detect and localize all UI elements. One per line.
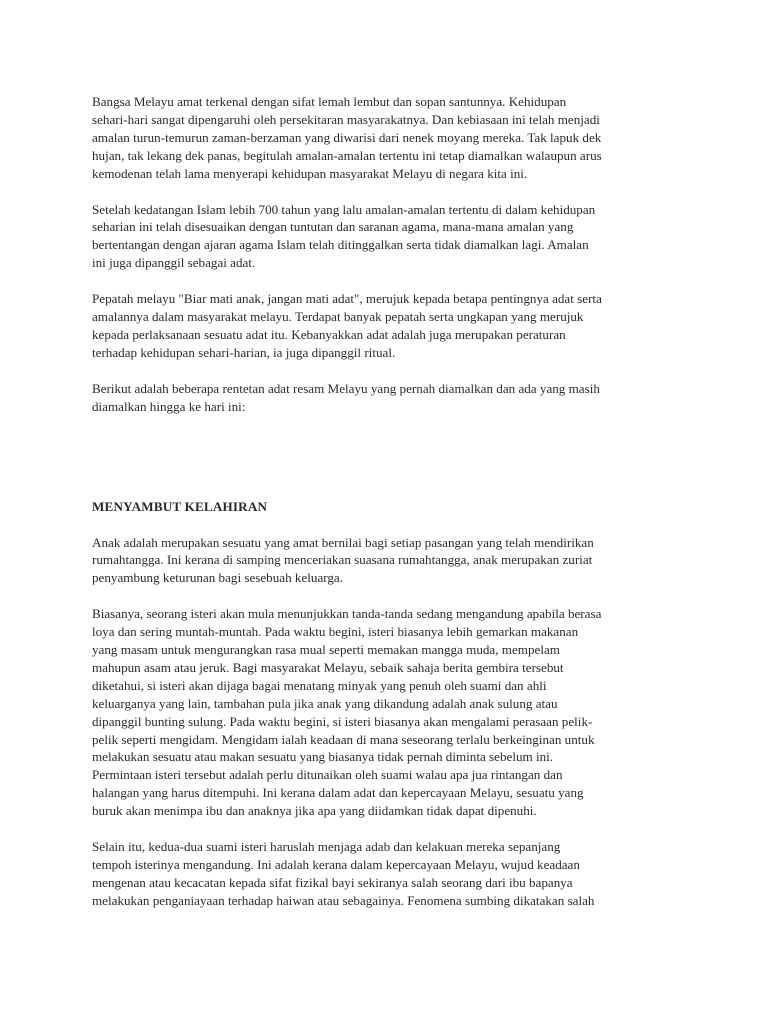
text-line: amalan turun-temurun zaman-berzaman yang diwarisi dari nenek moyang mereka. Tak lapuk dek (92, 129, 602, 145)
text-line: Setelah kedatangan Islam lebih 700 tahun yang lalu amalan-amalan tertentu di dalam kehidupan (92, 201, 596, 217)
text-line: Bangsa Melayu amat terkenal dengan sifat lemah lembut dan sopan santunnya. Kehidupan (92, 94, 567, 109)
paragraph-intro-4 (92, 380, 692, 416)
text-line: Selain itu, kedua-dua suami isteri haruslah menjaga adab dan kelakuan mereka sepanjang (92, 839, 561, 855)
document-page (92, 93, 692, 910)
paragraph-spacer (92, 587, 692, 605)
paragraph-intro-1 (92, 93, 692, 183)
text-line: yang masam untuk mengurangkan rasa mual seperti memakan mangga muda, mempelam (92, 642, 560, 658)
text-line: Biasanya, seorang isteri akan mula menunjukkan tanda-tanda sedang mengandung apabila berasa (92, 606, 602, 622)
text-line: kepada perlaksanaan sesuatu adat itu. Kebanyakkan adat adalah juga merupakan peraturan (92, 326, 566, 342)
paragraph-spacer (92, 183, 692, 201)
text-line: rumahtangga. Ini kerana di samping menceriakan suasana rumahtangga, anak merupakan zuriat (92, 552, 593, 568)
paragraph-section-2 (92, 605, 692, 820)
paragraph-spacer (92, 362, 692, 380)
paragraph-section-1 (92, 534, 692, 588)
paragraph-intro-2 (92, 201, 692, 273)
text-line: Pepatah melayu "Biar mati anak, jangan mati adat", merujuk kepada betapa pentingnya adat serta (92, 291, 602, 307)
text-line: buruk akan menimpa ibu dan anaknya jika apa yang diidamkan tidak dapat dipenuhi. (92, 803, 537, 819)
text-line: pelik seperti mengidam. Mengidam ialah keadaan di mana seseorang terlalu berkeinginan untuk (92, 731, 595, 747)
text-line: loya dan sering muntah-muntah. Pada waktu begini, isteri biasanya lebih gemarkan makanan (92, 624, 579, 640)
text-line: melakukan penganiayaan terhadap haiwan atau sebagainya. Fenomena sumbing dikatakan salah (92, 892, 595, 908)
text-line: hujan, tak lekang dek panas, begitulah amalan-amalan tertentu ini tetap diamalkan walaupun arus (92, 147, 602, 163)
paragraph-spacer (92, 516, 692, 534)
text-line: terhadap kehidupan sehari-harian, ia juga dipanggil ritual. (92, 344, 396, 360)
text-line: kemodenan telah lama menyerapi kehidupan masyarakat Melayu di negara kita ini. (92, 165, 528, 181)
section-spacer (92, 416, 692, 498)
text-line: melakukan sesuatu atau makan sesuatu yang biasanya tidak pernah diminta sebelum ini. (92, 749, 554, 765)
text-line: Permintaan isteri tersebut adalah perlu ditunaikan oleh suami walau apa jua rintangan dan (92, 767, 563, 783)
paragraph-spacer (92, 820, 692, 838)
text-line: amalannya dalam masyarakat melayu. Terdapat banyak pepatah serta ungkapan yang merujuk (92, 309, 584, 325)
paragraph-section-3 (92, 838, 692, 910)
text-line: Anak adalah merupakan sesuatu yang amat bernilai bagi setiap pasangan yang telah mendirikan (92, 534, 594, 550)
text-line: seharian ini telah disesuaikan dengan tuntutan dan saranan agama, mana-mana amalan yang (92, 219, 574, 235)
paragraph-spacer (92, 272, 692, 290)
text-line: ini juga dipanggil sebagai adat. (92, 255, 256, 271)
text-line: mahupun asam atau jeruk. Bagi masyarakat Melayu, sebaik sahaja berita gembira tersebut (92, 659, 564, 675)
text-line: halangan yang harus ditempuhi. Ini kerana dalam adat dan kepercayaan Melayu, sesuatu yang (92, 785, 584, 801)
text-line: keluarganya yang lain, tambahan pula jika anak yang dikandung adalah anak sulung atau (92, 695, 558, 711)
text-line: bertentangan dengan ajaran agama Islam telah ditinggalkan serta tidak diamalkan lagi. Amalan (92, 237, 589, 253)
section-heading: MENYAMBUT KELAHIRAN (92, 498, 268, 514)
text-line: penyambung keturunan bagi sesebuah keluarga. (92, 570, 344, 586)
text-line: diketahui, si isteri akan dijaga bagai menatang minyak yang penuh oleh suami dan ahli (92, 677, 547, 693)
text-line: sehari-hari sangat dipengaruhi oleh persekitaran masyarakatnya. Dan kebiasaan ini telah menjadi (92, 111, 600, 127)
text-line: dipanggil bunting sulung. Pada waktu begini, si isteri biasanya akan mengalami perasaan pelik- (92, 713, 593, 729)
text-line: tempoh isterinya mengandung. Ini adalah kerana dalam kepercayaan Melayu, wujud keadaan (92, 857, 580, 872)
text-line: mengenan atau kecacatan kepada sifat fizikal bayi sekiranya salah seorang dari ibu bapanya (92, 874, 573, 890)
paragraph-intro-3 (92, 290, 692, 362)
text-line: diamalkan hingga ke hari ini: (92, 398, 246, 414)
text-line: Berikut adalah beberapa rentetan adat resam Melayu yang pernah diamalkan dan ada yang masih (92, 380, 600, 396)
